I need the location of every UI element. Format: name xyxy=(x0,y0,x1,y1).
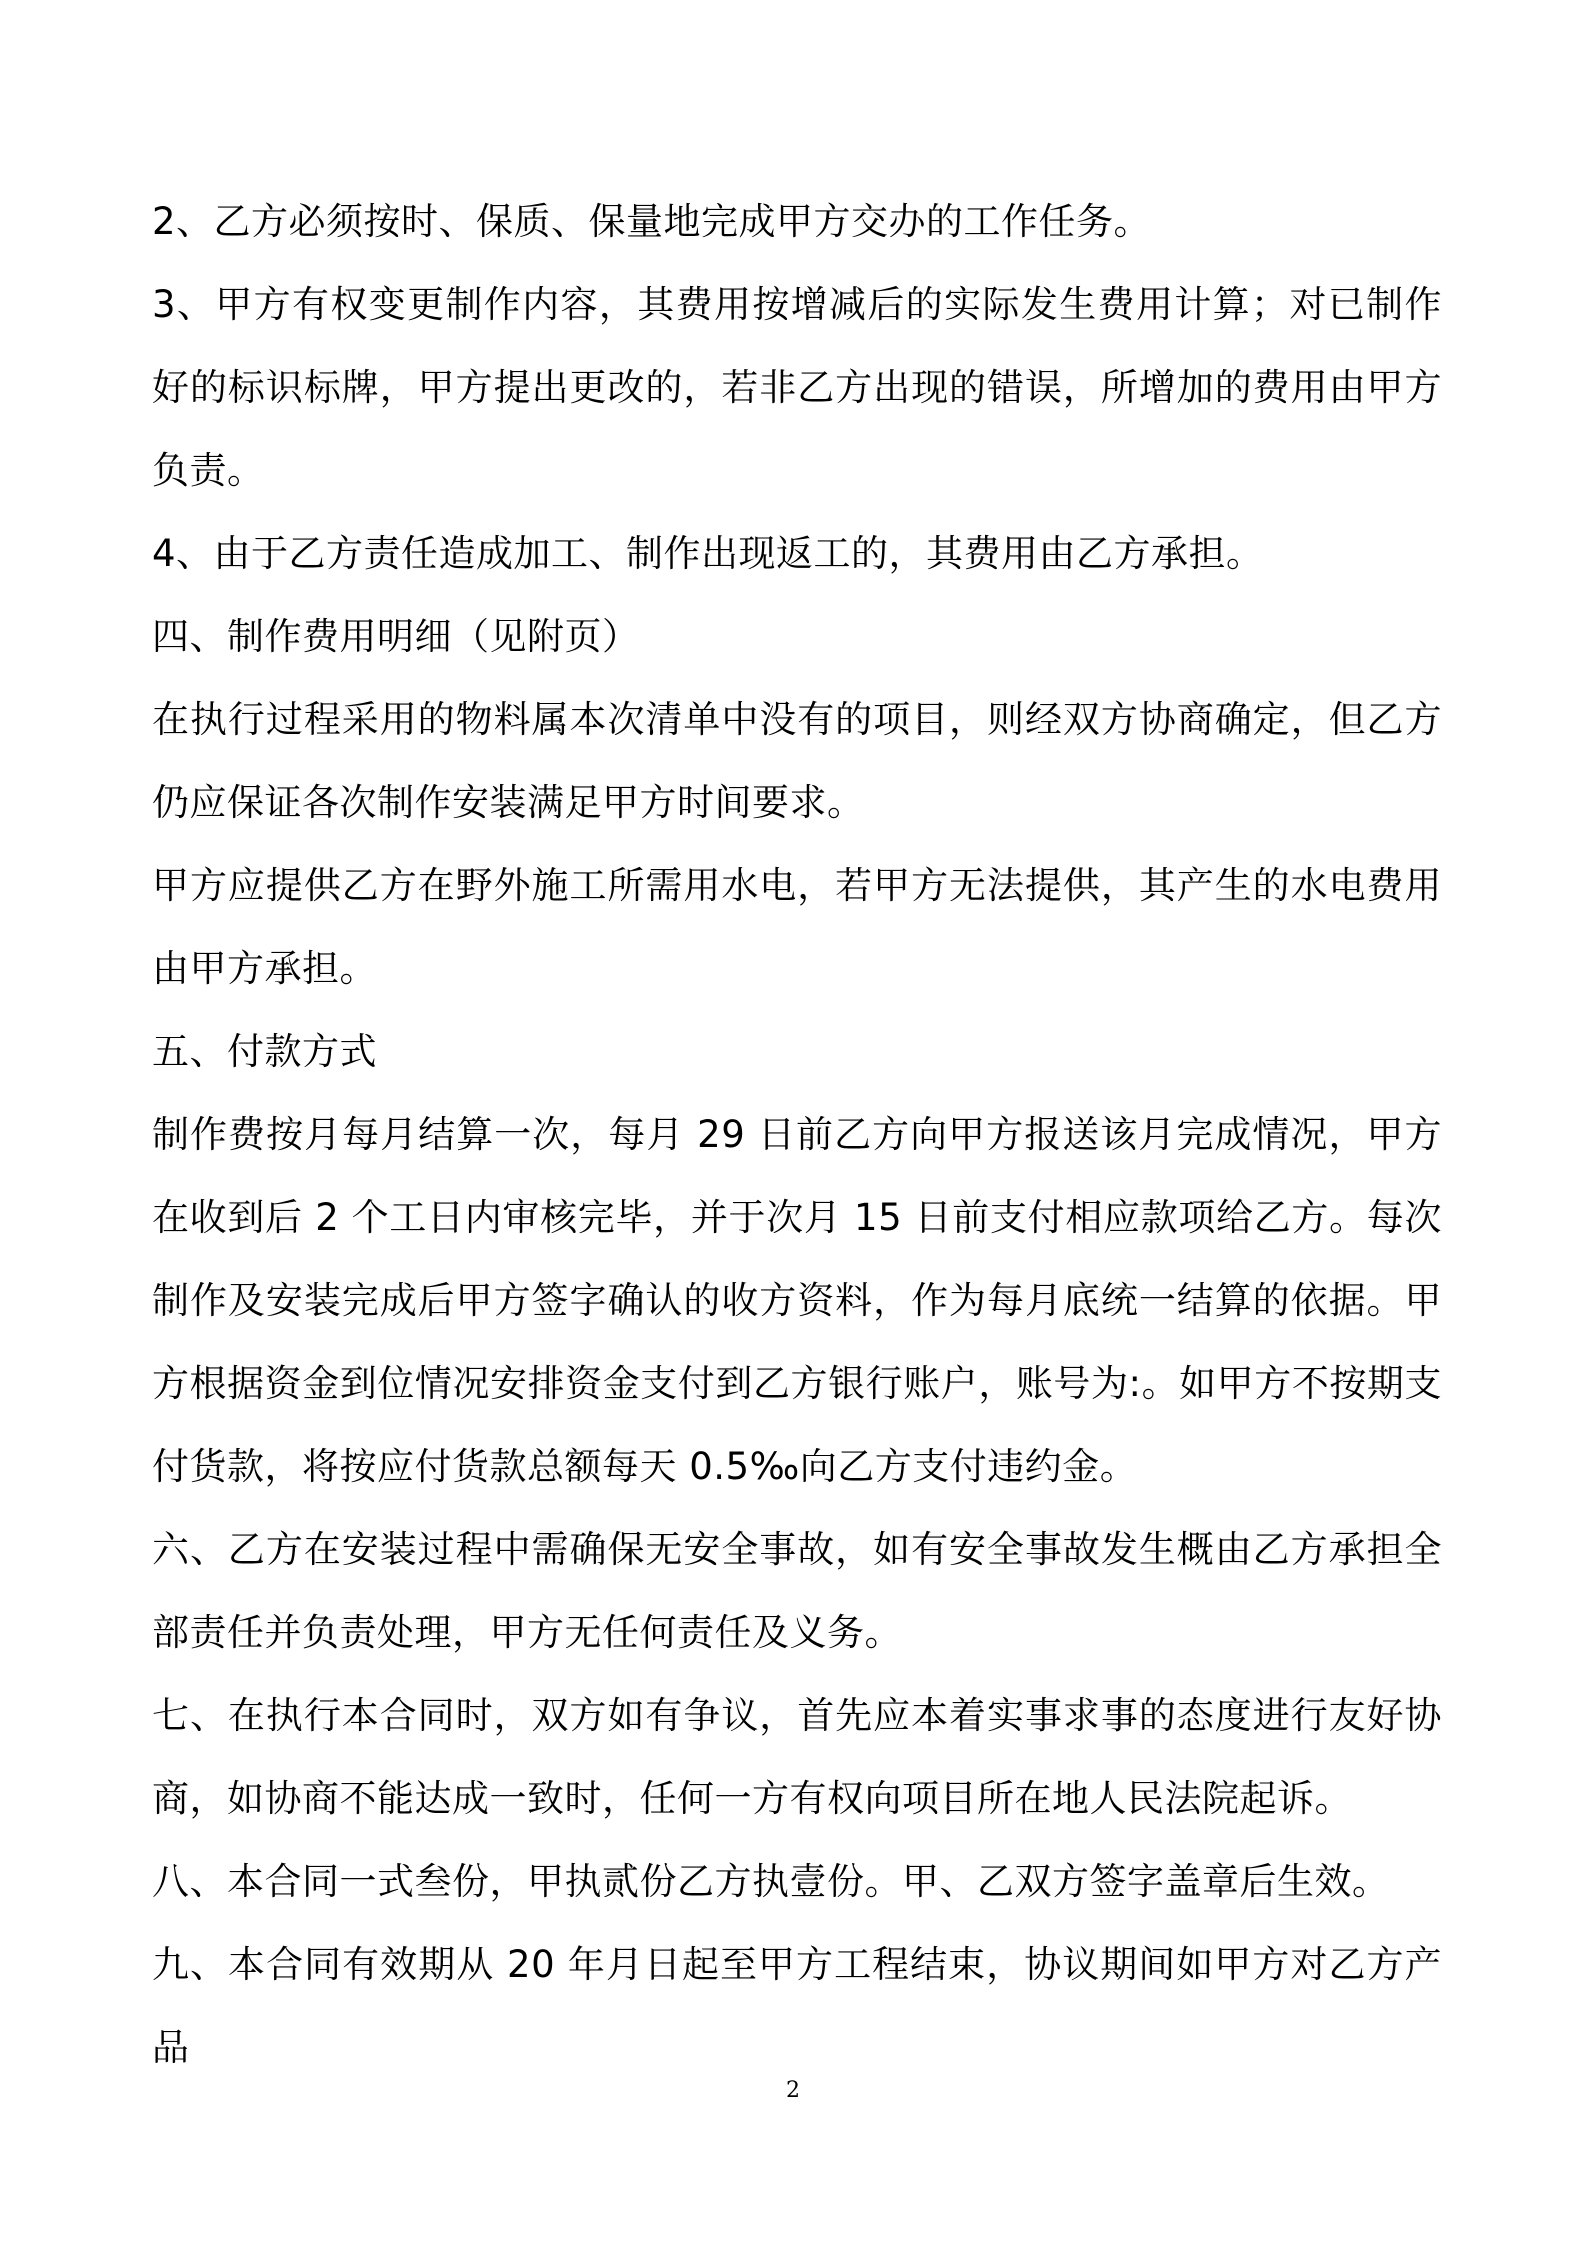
clause-2: 2、乙方必须按时、保质、保量地完成甲方交办的工作任务。 xyxy=(152,200,1152,243)
payment-paragraph: 制作费按月每月结算一次，每月 29 日前乙方向甲方报送该月完成情况，甲方在收到后 2 个工日内审核完毕，并于次月 15 日前支付相应款项给乙方。每次制作及安装完成后甲方签字确认的收方资料，作为每月底统一结算的依据。甲方根据资金到位情况安排资金支付到乙方银行账户，账号为:。如甲方不按期支付货款，将按应付货款总额每天 0.5‰向乙方支付违约金。 xyxy=(152,1113,1442,1488)
section-7-disputes: 七、在执行本合同时，双方如有争议，首先应本着实事求事的态度进行友好协商，如协商不能达成一致时，任何一方有权向项目所在地人民法院起诉。 xyxy=(152,1694,1442,1820)
clause-4: 4、由于乙方责任造成加工、制作出现返工的，其费用由乙方承担。 xyxy=(152,532,1264,575)
document-body xyxy=(152,180,1442,2089)
section-6-safety: 六、乙方在安装过程中需确保无安全事故，如有安全事故发生概由乙方承担全部责任并负责处理，甲方无任何责任及义务。 xyxy=(152,1528,1442,1654)
page-number: 2 xyxy=(786,2078,800,2103)
materials-paragraph: 在执行过程采用的物料属本次清单中没有的项目，则经双方协商确定，但乙方仍应保证各次制作安装满足甲方时间要求。 xyxy=(152,698,1442,824)
utilities-paragraph: 甲方应提供乙方在野外施工所需用水电，若甲方无法提供，其产生的水电费用由甲方承担。 xyxy=(152,864,1442,990)
section-4-heading: 四、制作费用明细（见附页） xyxy=(152,615,640,658)
section-8-copies: 八、本合同一式叁份，甲执贰份乙方执壹份。甲、乙双方签字盖章后生效。 xyxy=(152,1860,1390,1903)
clause-3: 3、甲方有权变更制作内容，其费用按增减后的实际发生费用计算；对已制作好的标识标牌，甲方提出更改的，若非乙方出现的错误，所增加的费用由甲方负责。 xyxy=(152,283,1442,492)
section-5-heading: 五、付款方式 xyxy=(152,1030,377,1073)
section-9-validity: 九、本合同有效期从 20 年月日起至甲方工程结束，协议期间如甲方对乙方产品 xyxy=(152,1943,1442,2069)
